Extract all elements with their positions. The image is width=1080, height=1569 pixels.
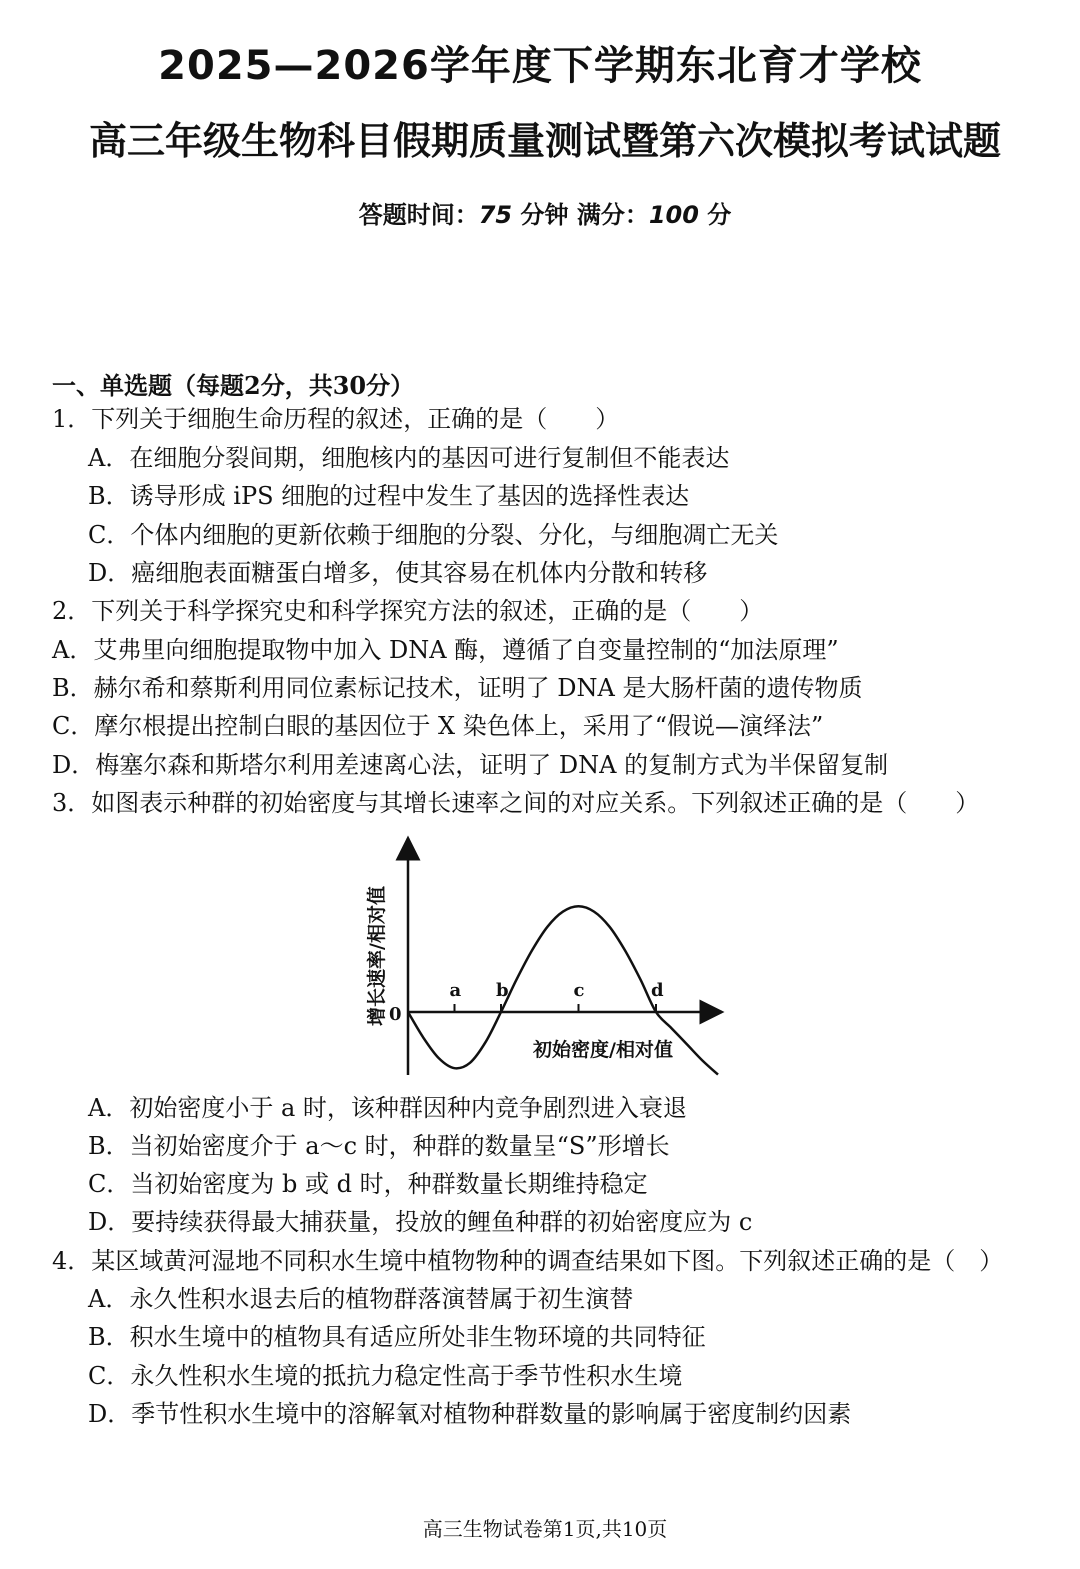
question-2-option-b: B．赫尔希和蔡斯利用同位素标记技术，证明了 DNA 是大肠杆菌的遗传物质 bbox=[52, 674, 863, 702]
point-label-a: a bbox=[449, 980, 462, 1001]
time-unit: 分钟 bbox=[520, 201, 569, 229]
question-4-stem: 4．某区域黄河湿地不同积水生境中植物物种的调查结果如下图。下列叙述正确的是（ ） bbox=[52, 1247, 1004, 1275]
question-4-option-a: A．永久性积水退去后的植物群落演替属于初生演替 bbox=[88, 1285, 634, 1313]
question-1-option-b: B．诱导形成 iPS 细胞的过程中发生了基因的选择性表达 bbox=[88, 482, 690, 510]
x-axis-label: 初始密度/相对值 bbox=[533, 1039, 673, 1061]
question-3-option-a: A．初始密度小于 a 时，该种群因种内竞争剧烈进入衰退 bbox=[88, 1094, 687, 1122]
question-4-option-c: C．永久性积水生境的抵抗力稳定性高于季节性积水生境 bbox=[88, 1362, 683, 1390]
question-2-option-c: C．摩尔根提出控制白眼的基因位于 X 染色体上，采用了“假说—演绎法” bbox=[52, 712, 824, 740]
question-3-stem: 3．如图表示种群的初始密度与其增长速率之间的对应关系。下列叙述正确的是（ ） bbox=[52, 789, 980, 817]
score-value: 100 bbox=[648, 201, 699, 229]
point-label-c: c bbox=[573, 980, 585, 1001]
question-1-option-c: C．个体内细胞的更新依赖于细胞的分裂、分化，与细胞凋亡无关 bbox=[88, 521, 779, 549]
score-unit: 分 bbox=[707, 201, 732, 229]
time-value: 75 bbox=[478, 201, 513, 229]
exam-time-score bbox=[0, 195, 1080, 230]
exam-title-line1: 2025—2026学年度下学期东北育才学校 bbox=[158, 43, 922, 89]
question-3-option-c: C．当初始密度为 b 或 d 时，种群数量长期维持稳定 bbox=[88, 1170, 648, 1198]
point-label-b: b bbox=[496, 980, 509, 1001]
question-3-option-d: D．要持续获得最大捕获量，投放的鲤鱼种群的初始密度应为 c bbox=[88, 1208, 753, 1236]
question-2-stem: 2．下列关于科学探究史和科学探究方法的叙述，正确的是（ ） bbox=[52, 597, 764, 625]
page-footer: 高三生物试卷第1页,共10页 bbox=[422, 1517, 668, 1541]
question-2-option-a: A．艾弗里向细胞提取物中加入 DNA 酶，遵循了自变量控制的“加法原理” bbox=[52, 636, 839, 664]
score-label: 满分： bbox=[576, 201, 649, 229]
question-3-option-b: B．当初始密度介于 a～c 时，种群的数量呈“S”形增长 bbox=[88, 1132, 670, 1160]
question-1-option-d: D．癌细胞表面糖蛋白增多，使其容易在机体内分散和转移 bbox=[88, 559, 708, 587]
exam-title-line2: 高三年级生物科目假期质量测试暨第六次模拟考试试题 bbox=[88, 119, 1001, 163]
question-2-option-d: D．梅塞尔森和斯塔尔利用差速离心法，证明了 DNA 的复制方式为半保留复制 bbox=[52, 751, 889, 779]
question-1-stem: 1．下列关于细胞生命历程的叙述，正确的是（ ） bbox=[52, 405, 620, 433]
time-label: 答题时间： bbox=[358, 201, 479, 229]
origin-label: 0 bbox=[389, 1004, 402, 1025]
section-heading: 一、单选题（每题2分，共30分） bbox=[52, 371, 415, 400]
question-4-option-b: B．积水生境中的植物具有适应所处非生物环境的共同特征 bbox=[88, 1323, 706, 1351]
y-axis-label: 增长速率/相对值 bbox=[366, 886, 388, 1026]
point-label-d: d bbox=[651, 980, 664, 1001]
question-4-option-d: D．季节性积水生境中的溶解氧对植物种群数量的影响属于密度制约因素 bbox=[88, 1400, 852, 1428]
question-1-option-a: A．在细胞分裂间期，细胞核内的基因可进行复制但不能表达 bbox=[88, 444, 730, 472]
growth-rate-chart bbox=[350, 830, 750, 1080]
